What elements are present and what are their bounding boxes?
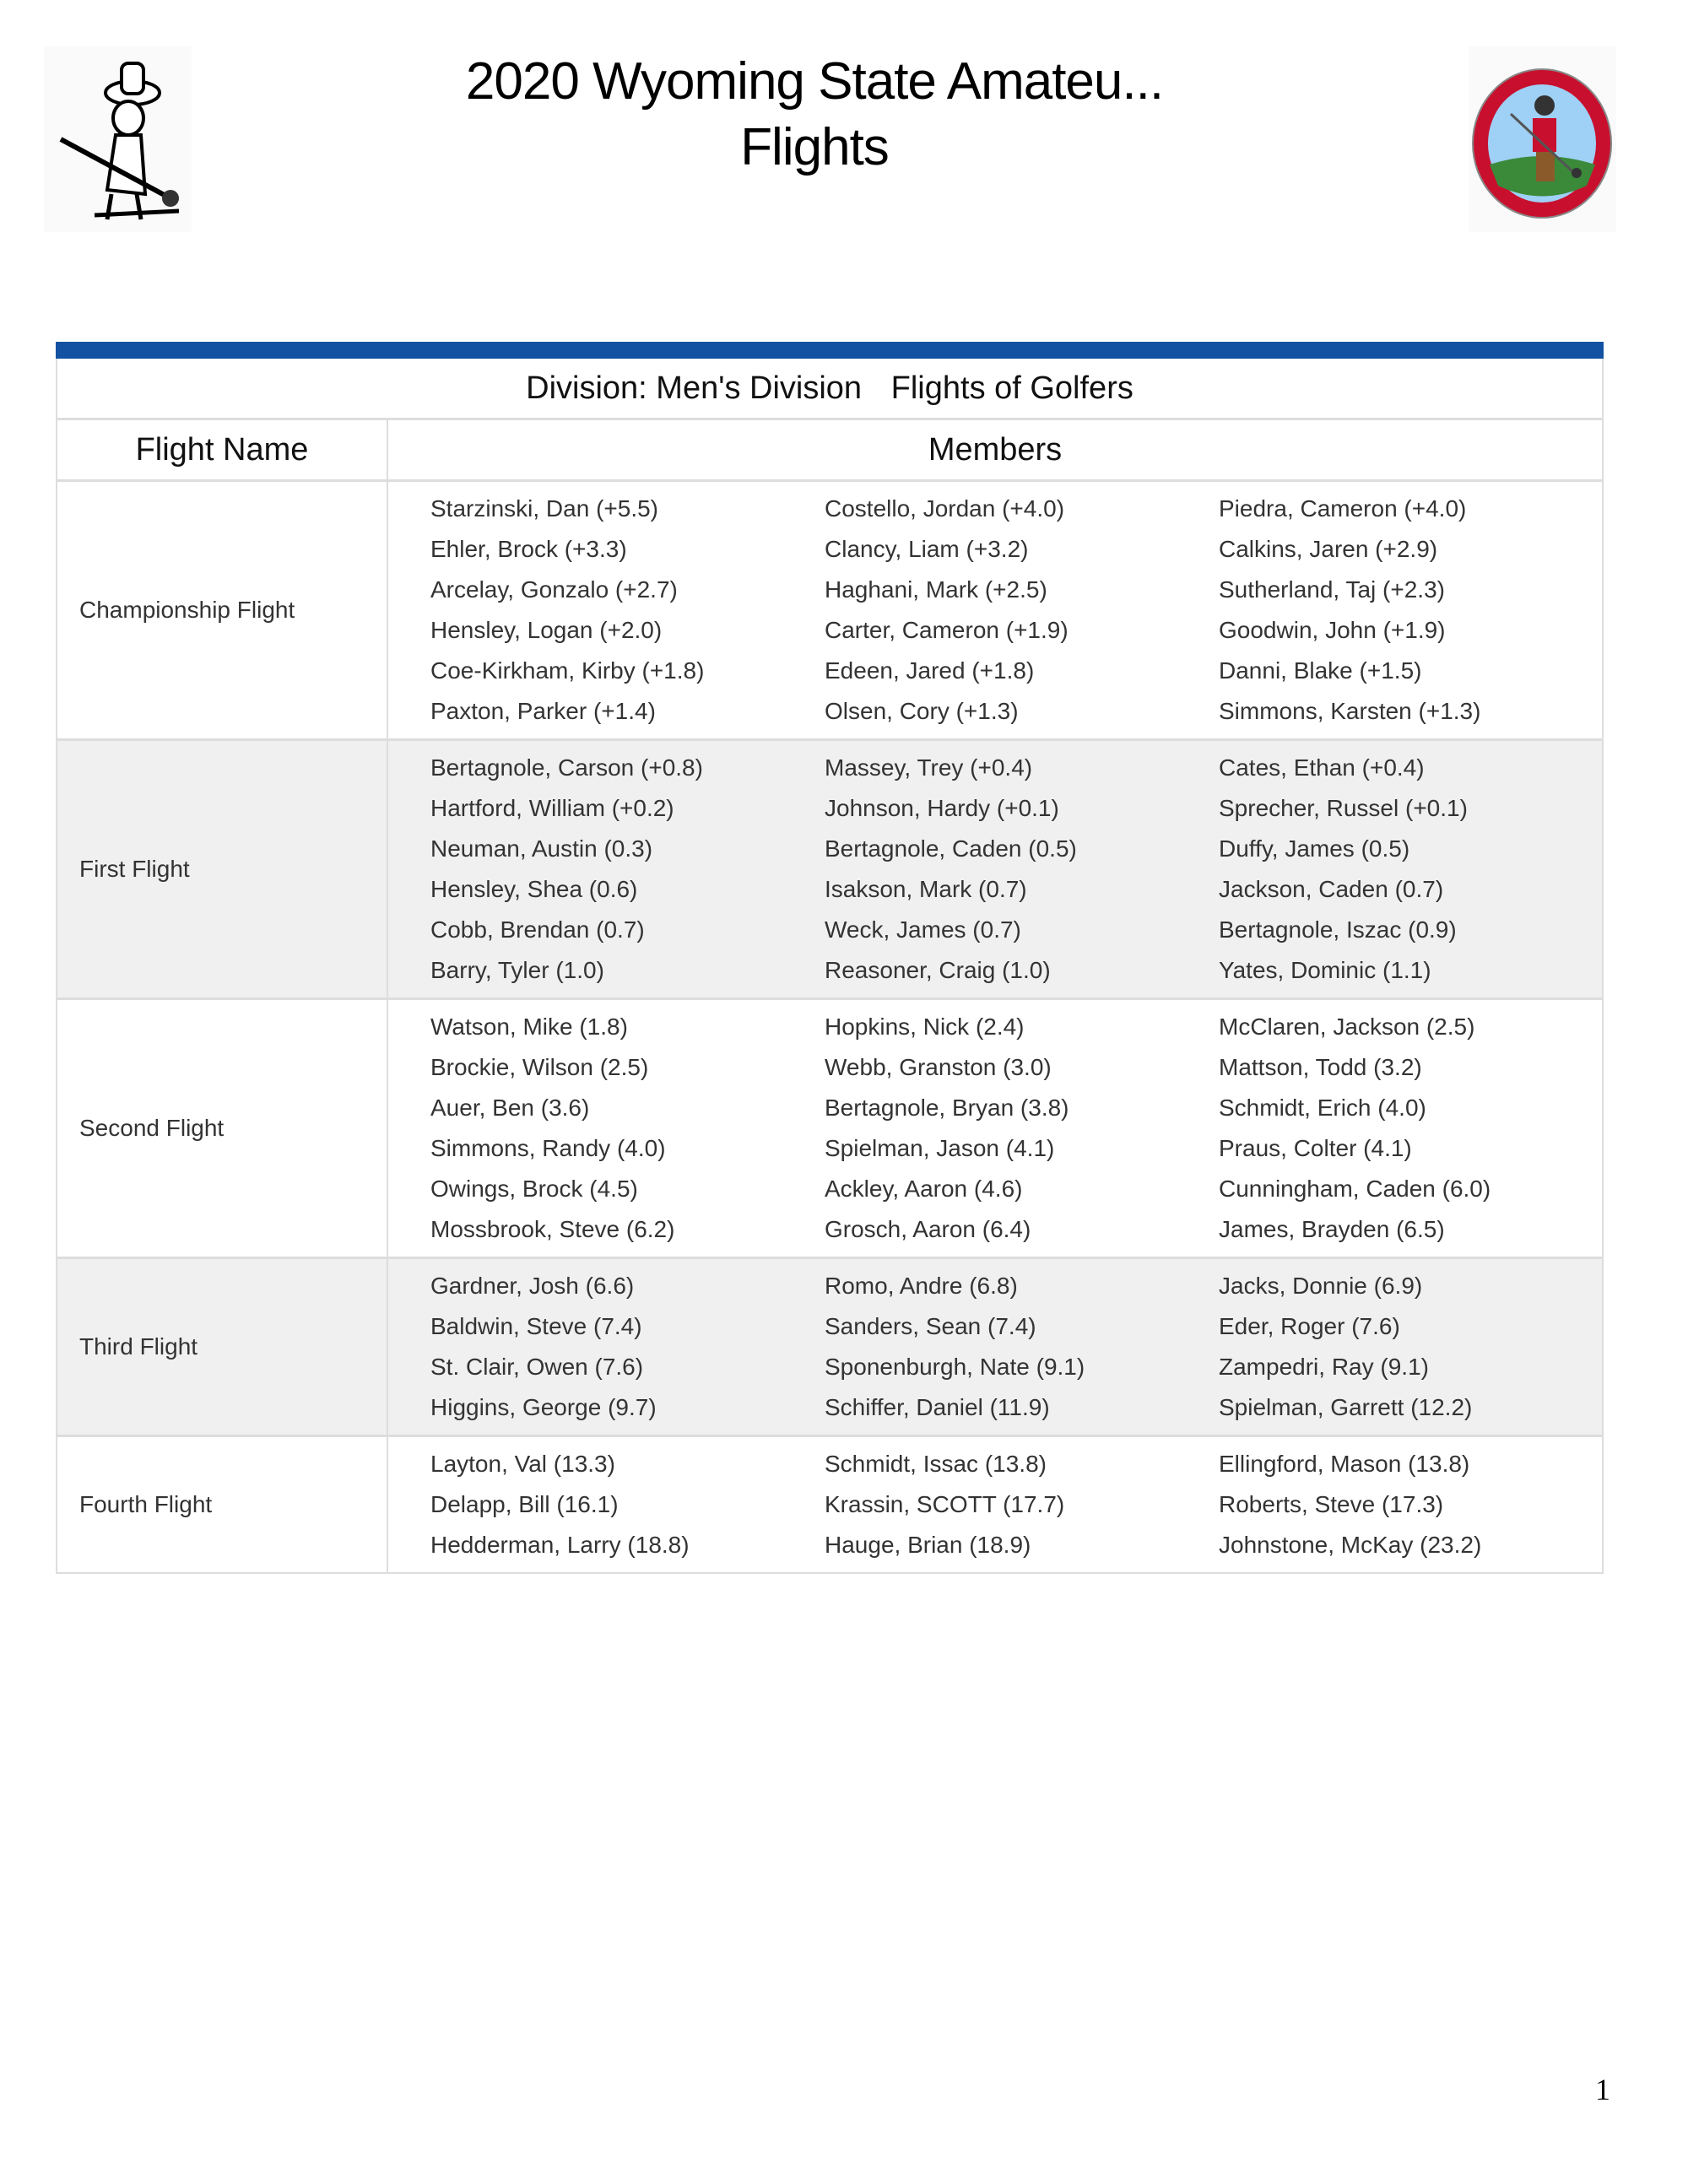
member-entry: Auer, Ben (3.6) — [430, 1095, 590, 1121]
member-entry: Spielman, Garrett (12.2) — [1219, 1394, 1473, 1420]
member-entry: Cunningham, Caden (6.0) — [1219, 1176, 1491, 1202]
member-entry: Ellingford, Mason (13.8) — [1219, 1451, 1470, 1477]
flight-rows — [57, 482, 1602, 1572]
member-entry: Zampedri, Ray (9.1) — [1219, 1354, 1429, 1380]
member-entry: Neuman, Austin (0.3) — [430, 835, 653, 862]
member-entry: Jackson, Caden (0.7) — [1219, 876, 1444, 902]
member-entry: Hopkins, Nick (2.4) — [825, 1014, 1025, 1040]
member-entry: Weck, James (0.7) — [825, 916, 1021, 943]
member-entry: Watson, Mike (1.8) — [430, 1014, 628, 1040]
flight-row — [57, 482, 1602, 741]
member-entry: Bertagnole, Iszac (0.9) — [1219, 916, 1457, 943]
member-entry: Simmons, Randy (4.0) — [430, 1135, 666, 1161]
member-entry: Roberts, Steve (17.3) — [1219, 1491, 1444, 1517]
member-entry: Eder, Roger (7.6) — [1219, 1313, 1400, 1339]
member-entry: Schmidt, Issac (13.8) — [825, 1451, 1047, 1477]
flight-members — [388, 1437, 1602, 1572]
member-entry: Reasoner, Craig (1.0) — [825, 957, 1051, 983]
flights-table — [56, 342, 1604, 1574]
caption-subtitle: Flights of Golfers — [890, 370, 1133, 406]
member-entry: Barry, Tyler (1.0) — [430, 957, 604, 983]
member-entry: Haghani, Mark (+2.5) — [825, 576, 1047, 603]
member-entry: Ackley, Aaron (4.6) — [825, 1176, 1023, 1202]
flight-row — [57, 1437, 1602, 1572]
flight-name: Third Flight — [57, 1259, 388, 1435]
flight-name: Fourth Flight — [57, 1437, 388, 1572]
page-number: 1 — [1595, 2073, 1610, 2106]
member-entry: Goodwin, John (+1.9) — [1219, 617, 1446, 643]
member-entry: Spielman, Jason (4.1) — [825, 1135, 1055, 1161]
flight-members — [388, 741, 1602, 997]
wsga-seal-logo — [1469, 46, 1616, 232]
member-entry: Baldwin, Steve (7.4) — [430, 1313, 642, 1339]
member-entry: Bertagnole, Carson (+0.8) — [430, 754, 703, 781]
member-entry: Bertagnole, Bryan (3.8) — [825, 1095, 1069, 1121]
member-entry: Brockie, Wilson (2.5) — [430, 1054, 649, 1080]
member-entry: Isakson, Mark (0.7) — [825, 876, 1027, 902]
member-entry: Clancy, Liam (+3.2) — [825, 536, 1029, 562]
member-entry: Massey, Trey (+0.4) — [825, 754, 1033, 781]
member-entry: Paxton, Parker (+1.4) — [430, 698, 656, 724]
member-entry: Calkins, Jaren (+2.9) — [1219, 536, 1438, 562]
member-entry: Mattson, Todd (3.2) — [1219, 1054, 1422, 1080]
member-entry: Sanders, Sean (7.4) — [825, 1313, 1036, 1339]
table-header-row — [57, 420, 1602, 482]
golfer-cartoon-logo — [44, 46, 192, 232]
member-entry: Owings, Brock (4.5) — [430, 1176, 638, 1202]
flight-members — [388, 1000, 1602, 1257]
member-entry: James, Brayden (6.5) — [1219, 1216, 1445, 1242]
member-entry: Cobb, Brendan (0.7) — [430, 916, 645, 943]
column-header-members: Members — [928, 431, 1063, 468]
flight-members — [388, 1259, 1602, 1435]
member-entry: Hensley, Logan (+2.0) — [430, 617, 663, 643]
title-line-2: Flights — [740, 118, 889, 176]
member-entry: Piedra, Cameron (+4.0) — [1219, 495, 1467, 522]
flight-row — [57, 1000, 1602, 1259]
member-entry: Johnstone, McKay (23.2) — [1219, 1532, 1482, 1558]
member-entry: Simmons, Karsten (+1.3) — [1219, 698, 1481, 724]
member-entry: Schmidt, Erich (4.0) — [1219, 1095, 1426, 1121]
member-entry: Johnson, Hardy (+0.1) — [825, 795, 1059, 821]
member-entry: Mossbrook, Steve (6.2) — [430, 1216, 675, 1242]
member-entry: Duffy, James (0.5) — [1219, 835, 1410, 862]
title-line-1: 2020 Wyoming State Amateu... — [465, 52, 1164, 111]
member-entry: Gardner, Josh (6.6) — [430, 1273, 635, 1299]
member-entry: Danni, Blake (+1.5) — [1219, 657, 1422, 684]
member-entry: Hensley, Shea (0.6) — [430, 876, 638, 902]
member-entry: Arcelay, Gonzalo (+2.7) — [430, 576, 678, 603]
member-entry: Delapp, Bill (16.1) — [430, 1491, 619, 1517]
member-entry: St. Clair, Owen (7.6) — [430, 1354, 644, 1380]
member-entry: Yates, Dominic (1.1) — [1219, 957, 1431, 983]
member-entry: Edeen, Jared (+1.8) — [825, 657, 1035, 684]
member-entry: Webb, Granston (3.0) — [825, 1054, 1052, 1080]
member-entry: Costello, Jordan (+4.0) — [825, 495, 1065, 522]
flight-row — [57, 741, 1602, 1000]
member-entry: Coe-Kirkham, Kirby (+1.8) — [430, 657, 705, 684]
page-title — [253, 49, 1376, 181]
member-entry: Romo, Andre (6.8) — [825, 1273, 1018, 1299]
table-top-bar — [56, 342, 1604, 359]
flight-row — [57, 1259, 1602, 1437]
flight-name: Championship Flight — [57, 482, 388, 738]
member-entry: Sprecher, Russel (+0.1) — [1219, 795, 1468, 821]
member-entry: Layton, Val (13.3) — [430, 1451, 615, 1477]
member-entry: Cates, Ethan (+0.4) — [1219, 754, 1425, 781]
member-entry: Hartford, William (+0.2) — [430, 795, 674, 821]
member-entry: Praus, Colter (4.1) — [1219, 1135, 1412, 1161]
member-entry: Hauge, Brian (18.9) — [825, 1532, 1031, 1558]
member-entry: Starzinski, Dan (+5.5) — [430, 495, 658, 522]
member-entry: Sponenburgh, Nate (9.1) — [825, 1354, 1085, 1380]
division-label: Division: Men's Division — [526, 370, 863, 406]
member-entry: Higgins, George (9.7) — [430, 1394, 657, 1420]
member-entry: Krassin, SCOTT (17.7) — [825, 1491, 1065, 1517]
flight-members — [388, 482, 1602, 738]
member-entry: Grosch, Aaron (6.4) — [825, 1216, 1031, 1242]
table-caption — [57, 359, 1602, 420]
column-header-flight-name: Flight Name — [57, 420, 388, 479]
member-entry: Olsen, Cory (+1.3) — [825, 698, 1019, 724]
flight-name: Second Flight — [57, 1000, 388, 1257]
member-entry: Hedderman, Larry (18.8) — [430, 1532, 690, 1558]
member-entry: Ehler, Brock (+3.3) — [430, 536, 627, 562]
member-entry: Sutherland, Taj (+2.3) — [1219, 576, 1445, 603]
member-entry: Bertagnole, Caden (0.5) — [825, 835, 1077, 862]
flight-name: First Flight — [57, 741, 388, 997]
member-entry: Jacks, Donnie (6.9) — [1219, 1273, 1423, 1299]
member-entry: Schiffer, Daniel (11.9) — [825, 1394, 1050, 1420]
member-entry: Carter, Cameron (+1.9) — [825, 617, 1069, 643]
member-entry: McClaren, Jackson (2.5) — [1219, 1014, 1475, 1040]
